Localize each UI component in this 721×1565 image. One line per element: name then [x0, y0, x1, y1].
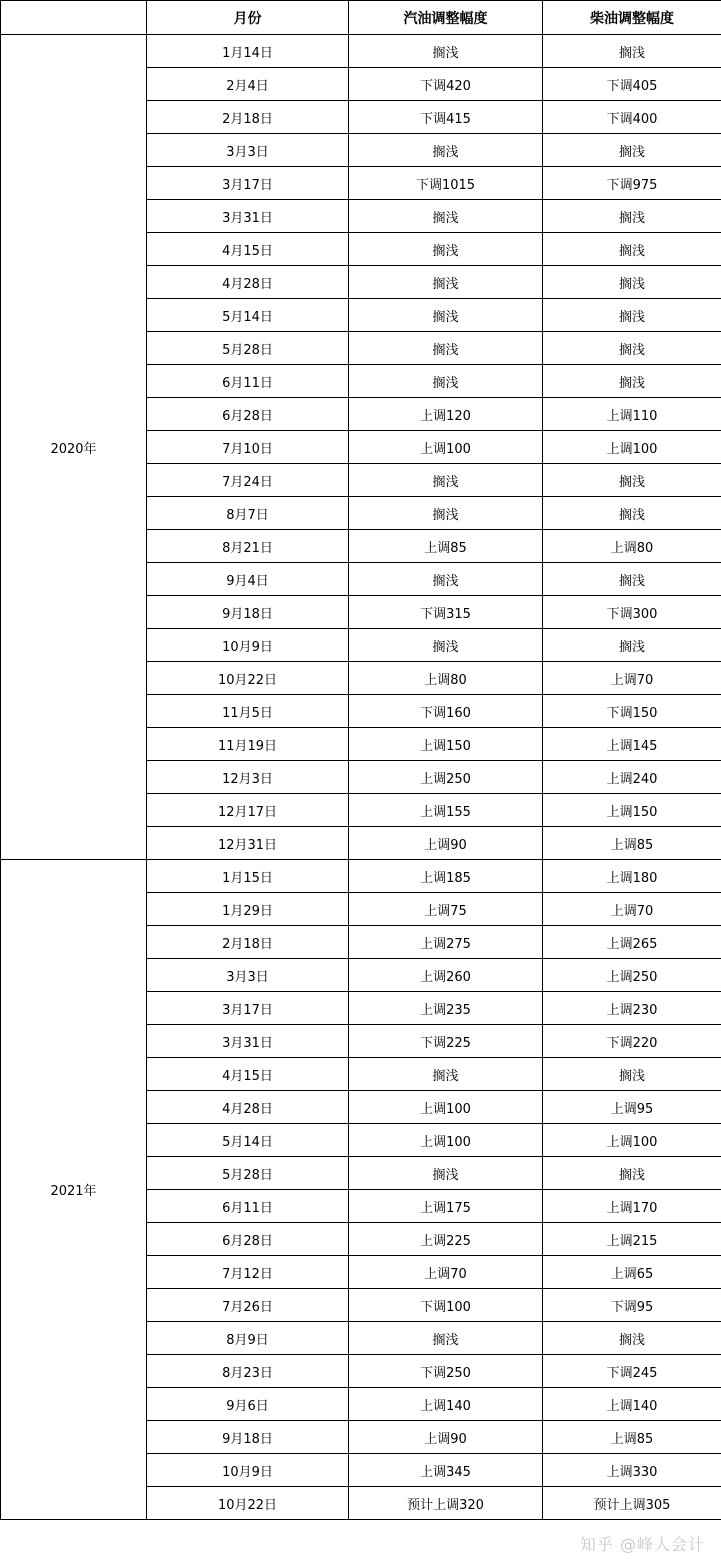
gasoline-cell: 上调140 [349, 1388, 543, 1421]
diesel-cell: 搁浅 [543, 1058, 721, 1091]
diesel-cell: 搁浅 [543, 332, 721, 365]
date-cell: 4月28日 [147, 1091, 349, 1124]
gasoline-cell: 下调315 [349, 596, 543, 629]
gasoline-cell: 搁浅 [349, 134, 543, 167]
date-cell: 11月19日 [147, 728, 349, 761]
date-cell: 12月17日 [147, 794, 349, 827]
date-cell: 10月22日 [147, 1487, 349, 1520]
date-cell: 6月28日 [147, 1223, 349, 1256]
gasoline-cell: 搁浅 [349, 332, 543, 365]
date-cell: 11月5日 [147, 695, 349, 728]
diesel-cell: 上调80 [543, 530, 721, 563]
gasoline-cell: 上调235 [349, 992, 543, 1025]
diesel-cell: 上调95 [543, 1091, 721, 1124]
gasoline-cell: 上调70 [349, 1256, 543, 1289]
year-cell: 2021年 [1, 860, 147, 1520]
gasoline-cell: 搁浅 [349, 464, 543, 497]
gasoline-cell: 搁浅 [349, 629, 543, 662]
gasoline-cell: 上调275 [349, 926, 543, 959]
diesel-cell: 上调100 [543, 431, 721, 464]
date-cell: 3月17日 [147, 992, 349, 1025]
gasoline-cell: 下调250 [349, 1355, 543, 1388]
table-body [1, 35, 721, 1520]
gasoline-cell: 搁浅 [349, 35, 543, 68]
diesel-cell: 上调240 [543, 761, 721, 794]
gasoline-cell: 上调120 [349, 398, 543, 431]
date-cell: 7月10日 [147, 431, 349, 464]
gasoline-cell: 上调155 [349, 794, 543, 827]
diesel-cell: 上调70 [543, 893, 721, 926]
gasoline-cell: 下调160 [349, 695, 543, 728]
date-cell: 3月31日 [147, 200, 349, 233]
diesel-cell: 搁浅 [543, 497, 721, 530]
date-cell: 8月9日 [147, 1322, 349, 1355]
diesel-cell: 预计上调305 [543, 1487, 721, 1520]
date-cell: 3月31日 [147, 1025, 349, 1058]
diesel-cell: 下调95 [543, 1289, 721, 1322]
gasoline-cell: 上调100 [349, 1091, 543, 1124]
diesel-cell: 搁浅 [543, 299, 721, 332]
date-cell: 10月22日 [147, 662, 349, 695]
gasoline-cell: 下调225 [349, 1025, 543, 1058]
gasoline-cell: 下调100 [349, 1289, 543, 1322]
gasoline-cell: 上调100 [349, 1124, 543, 1157]
date-cell: 3月3日 [147, 959, 349, 992]
gasoline-cell: 上调250 [349, 761, 543, 794]
gasoline-cell: 搁浅 [349, 497, 543, 530]
gasoline-cell: 上调345 [349, 1454, 543, 1487]
diesel-cell: 上调180 [543, 860, 721, 893]
gasoline-cell: 搁浅 [349, 299, 543, 332]
gasoline-cell: 搁浅 [349, 200, 543, 233]
date-cell: 7月12日 [147, 1256, 349, 1289]
date-cell: 6月11日 [147, 365, 349, 398]
date-cell: 3月3日 [147, 134, 349, 167]
date-cell: 8月23日 [147, 1355, 349, 1388]
diesel-cell: 上调70 [543, 662, 721, 695]
diesel-cell: 搁浅 [543, 1322, 721, 1355]
gasoline-cell: 上调80 [349, 662, 543, 695]
diesel-cell: 上调230 [543, 992, 721, 1025]
date-cell: 9月4日 [147, 563, 349, 596]
diesel-cell: 搁浅 [543, 1157, 721, 1190]
diesel-cell: 下调975 [543, 167, 721, 200]
year-cell: 2020年 [1, 35, 147, 860]
gasoline-cell: 搁浅 [349, 1157, 543, 1190]
header-gasoline: 汽油调整幅度 [349, 1, 543, 35]
date-cell: 5月14日 [147, 1124, 349, 1157]
gasoline-cell: 上调90 [349, 1421, 543, 1454]
date-cell: 8月21日 [147, 530, 349, 563]
date-cell: 2月4日 [147, 68, 349, 101]
diesel-cell: 下调405 [543, 68, 721, 101]
diesel-cell: 搁浅 [543, 200, 721, 233]
gasoline-cell: 上调260 [349, 959, 543, 992]
table-row [1, 35, 721, 68]
date-cell: 12月31日 [147, 827, 349, 860]
diesel-cell: 上调65 [543, 1256, 721, 1289]
date-cell: 2月18日 [147, 101, 349, 134]
gasoline-cell: 搁浅 [349, 563, 543, 596]
date-cell: 12月3日 [147, 761, 349, 794]
diesel-cell: 上调145 [543, 728, 721, 761]
gasoline-cell: 预计上调320 [349, 1487, 543, 1520]
diesel-cell: 下调245 [543, 1355, 721, 1388]
date-cell: 6月28日 [147, 398, 349, 431]
diesel-cell: 上调100 [543, 1124, 721, 1157]
diesel-cell: 下调150 [543, 695, 721, 728]
gasoline-cell: 下调1015 [349, 167, 543, 200]
diesel-cell: 搁浅 [543, 365, 721, 398]
gasoline-cell: 搁浅 [349, 365, 543, 398]
gasoline-cell: 搁浅 [349, 1322, 543, 1355]
diesel-cell: 上调170 [543, 1190, 721, 1223]
header-row [1, 1, 721, 35]
watermark: 知乎 @峰人会计 [579, 1535, 705, 1554]
diesel-cell: 搁浅 [543, 233, 721, 266]
date-cell: 7月24日 [147, 464, 349, 497]
diesel-cell: 搁浅 [543, 35, 721, 68]
diesel-cell: 搁浅 [543, 266, 721, 299]
date-cell: 1月14日 [147, 35, 349, 68]
date-cell: 3月17日 [147, 167, 349, 200]
gasoline-cell: 上调75 [349, 893, 543, 926]
diesel-cell: 搁浅 [543, 629, 721, 662]
gasoline-cell: 上调175 [349, 1190, 543, 1223]
diesel-cell: 上调330 [543, 1454, 721, 1487]
date-cell: 5月14日 [147, 299, 349, 332]
date-cell: 6月11日 [147, 1190, 349, 1223]
diesel-cell: 搁浅 [543, 134, 721, 167]
date-cell: 8月7日 [147, 497, 349, 530]
diesel-cell: 上调85 [543, 1421, 721, 1454]
date-cell: 10月9日 [147, 1454, 349, 1487]
gasoline-cell: 上调185 [349, 860, 543, 893]
header-year [1, 1, 147, 35]
diesel-cell: 下调400 [543, 101, 721, 134]
gasoline-cell: 上调100 [349, 431, 543, 464]
date-cell: 9月18日 [147, 596, 349, 629]
diesel-cell: 上调140 [543, 1388, 721, 1421]
gasoline-cell: 下调420 [349, 68, 543, 101]
diesel-cell: 上调265 [543, 926, 721, 959]
date-cell: 2月18日 [147, 926, 349, 959]
diesel-cell: 上调85 [543, 827, 721, 860]
diesel-cell: 搁浅 [543, 464, 721, 497]
diesel-cell: 上调150 [543, 794, 721, 827]
diesel-cell: 上调250 [543, 959, 721, 992]
date-cell: 7月26日 [147, 1289, 349, 1322]
gasoline-cell: 上调85 [349, 530, 543, 563]
gasoline-cell: 上调150 [349, 728, 543, 761]
header-date: 月份 [147, 1, 349, 35]
date-cell: 9月6日 [147, 1388, 349, 1421]
gasoline-cell: 搁浅 [349, 1058, 543, 1091]
gasoline-cell: 下调415 [349, 101, 543, 134]
gasoline-cell: 搁浅 [349, 266, 543, 299]
date-cell: 5月28日 [147, 332, 349, 365]
diesel-cell: 下调300 [543, 596, 721, 629]
gasoline-cell: 上调90 [349, 827, 543, 860]
date-cell: 1月15日 [147, 860, 349, 893]
date-cell: 1月29日 [147, 893, 349, 926]
diesel-cell: 上调215 [543, 1223, 721, 1256]
gasoline-cell: 搁浅 [349, 233, 543, 266]
gasoline-cell: 上调225 [349, 1223, 543, 1256]
date-cell: 10月9日 [147, 629, 349, 662]
diesel-cell: 下调220 [543, 1025, 721, 1058]
diesel-cell: 搁浅 [543, 563, 721, 596]
date-cell: 9月18日 [147, 1421, 349, 1454]
date-cell: 4月15日 [147, 233, 349, 266]
diesel-cell: 上调110 [543, 398, 721, 431]
table-row [1, 860, 721, 893]
date-cell: 5月28日 [147, 1157, 349, 1190]
date-cell: 4月15日 [147, 1058, 349, 1091]
date-cell: 4月28日 [147, 266, 349, 299]
header-diesel: 柴油调整幅度 [543, 1, 721, 35]
